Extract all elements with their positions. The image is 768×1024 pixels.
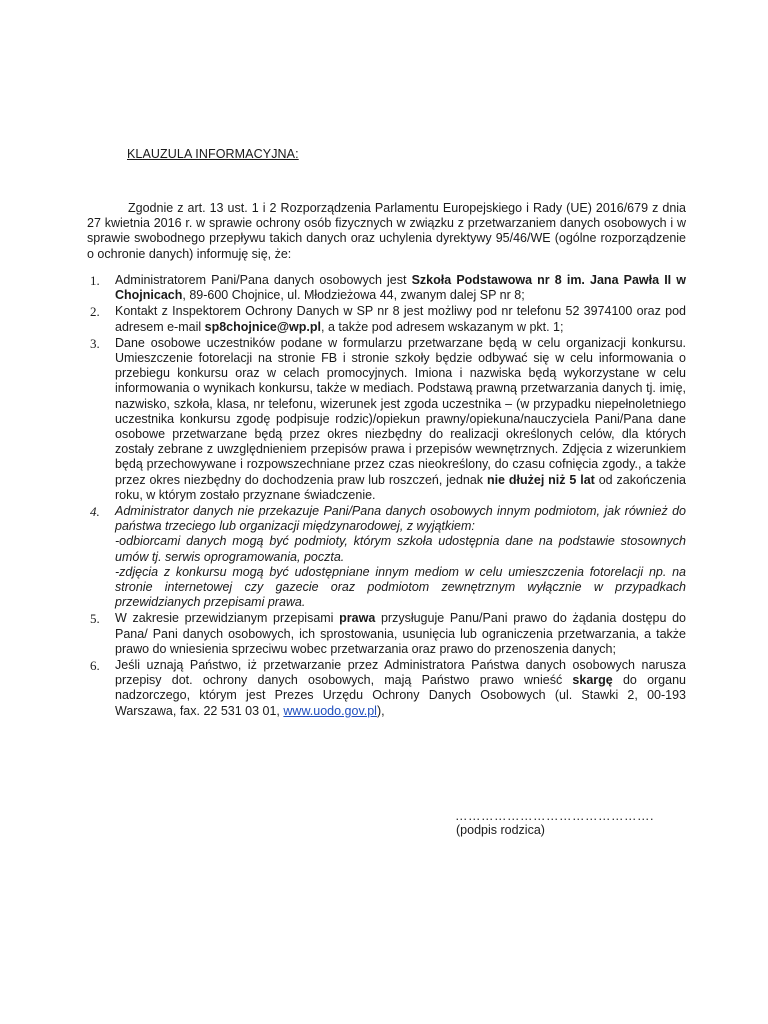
uodo-link[interactable]: www.uodo.gov.pl [283, 703, 377, 718]
list-item-number: 6. [90, 658, 100, 674]
list-item-text: do organu nadzorczego, którym jest Prezes Urzędu Ochrony Danych Osobowych (ul. Stawki 2, 00-193 Warszawa, fax. 22 531 03 01, [115, 673, 686, 718]
school-name: Szkoła Podstawowa nr 8 im. Jana Pawła II w Chojnicach [115, 273, 686, 303]
list-item-text: -odbiorcami danych mogą być podmioty, którym szkoła udostępnia dane na podstawie stosownych umów tj. serwis oprogramowania, poczta. [115, 534, 686, 564]
list-item [87, 336, 686, 503]
list-item-text: , 89-600 Chojnice, ul. Młodzieżowa 44, zwanym dalej SP nr 8; [182, 288, 525, 303]
list-item-number: 5. [90, 611, 100, 627]
list-item-number: 1. [90, 273, 100, 288]
list-item-text: Jeśli uznają Państwo, iż przetwarzanie przez Administratora Państwa danych osobowych narusza przepisy dot. ochrony danych osobowych, mają Państwo prawo wnieść [115, 658, 686, 688]
list-item-text: Administratorem Pani/Pana danych osobowych jest [115, 273, 412, 287]
bold-word: skargę [572, 673, 613, 688]
signature-label: (podpis rodzica) [456, 823, 545, 837]
list-item-number: 4. [90, 504, 100, 520]
retention-period: nie dłużej niż 5 lat [486, 472, 595, 487]
list-item [87, 273, 686, 303]
list-item-text: Administrator danych nie przekazuje Pani/Pana danych osobowych innym podmiotom, jak również do państwa trzeciego lub organizacji międzynarodowej, z wyjątkiem: [115, 504, 686, 534]
list-item-text: Dane osobowe uczestników podane w formularzu przetwarzane będą w celu organizacji konkursu. Umieszczenie fotorelacji na stronie FB i stronie szkoły będzie odbywać się w celu informowania o przebiegu konkursu oraz w celach promocyjnych. Imiona i nazwiska będą wykorzystane w celu informowania o wynikach konkursu, także w mediach. Podstawą prawną przetwarzania danych tj. imię, nazwisko, szkoła, klasa, nr telefonu, wizerunek jest zgoda uczestnika – (w przypadku niepełnoletniego uczestnika konkursu zgodę podpisuje rodzic)/opiekun prawny/opiekuna/nauczyciela Pani/Pana dane osobowe przetwarzane będą przez okres niezbędny do realizacji określonych celów, dla których zostały zebrane z uwzględnieniem przepisów prawa i przepisów wewnętrznych. Zdjęcia z wizerunkiem będą przechowywane i rozpowszechniane przez czas nieokreślony, do czasu cofnięcia zgody., a także przez okres niezbędny do dochodzenia praw lub roszczeń, jednak [115, 335, 686, 487]
contact-email: sp8chojnice@wp.pl [204, 319, 322, 334]
list-item-text: od zakończenia roku, w którym zostało przyznane świadczenie. [115, 472, 686, 502]
list-item-number: 2. [90, 304, 100, 320]
list-item [87, 658, 686, 719]
list-item [87, 504, 686, 610]
list-item-text: Kontakt z Inspektorem Ochrony Danych w SP nr 8 jest możliwy pod nr telefonu 52 3974100 oraz pod adresem e-mail [115, 304, 686, 334]
clauses-list [87, 273, 686, 720]
intro-text: Zgodnie z art. 13 ust. 1 i 2 Rozporządzenia Parlamentu Europejskiego i Rady (UE) 2016/679 z dnia 27 kwietnia 2016 r. w sprawie ochrony osób fizycznych w związku z przetwarzaniem danych osobowych i w sprawie swobodnego przepływu takich danych oraz uchylenia dyrektywy 95/46/WE (ogólne rozporządzenie o ochronie danych) informuję się, że: [87, 201, 686, 261]
list-item-text: -zdjęcia z konkursu mogą być udostępniane innym mediom w celu umieszczenia fotorelacji np. na stronie internetowej czy gazecie oraz podmiotom zewnętrznym wyłącznie w przypadkach przewidzianych przepisami prawa. [115, 564, 686, 610]
list-item [87, 304, 686, 334]
list-item-text: , a także pod adresem wskazanym w pkt. 1; [321, 319, 564, 334]
list-item [87, 611, 686, 657]
list-item-number: 3. [90, 335, 100, 351]
list-item-text: ), [376, 703, 385, 718]
list-item-text: przysługuje Panu/Pani prawo do żądania dostępu do Pana/ Pani danych osobowych, ich sprostowania, usunięcia lub ograniczenia przetwarzania, a także prawo do wniesienia sprzeciwu wobec przetwarzania oraz prawo do przenoszenia danych; [115, 611, 687, 656]
intro-paragraph [87, 201, 686, 262]
list-item-text: W zakresie przewidzianym przepisami [115, 611, 340, 626]
bold-word: prawa [339, 611, 376, 626]
document-title: KLAUZULA INFORMACYJNA: [127, 147, 299, 161]
signature-line: ………………………………………. [455, 809, 654, 823]
